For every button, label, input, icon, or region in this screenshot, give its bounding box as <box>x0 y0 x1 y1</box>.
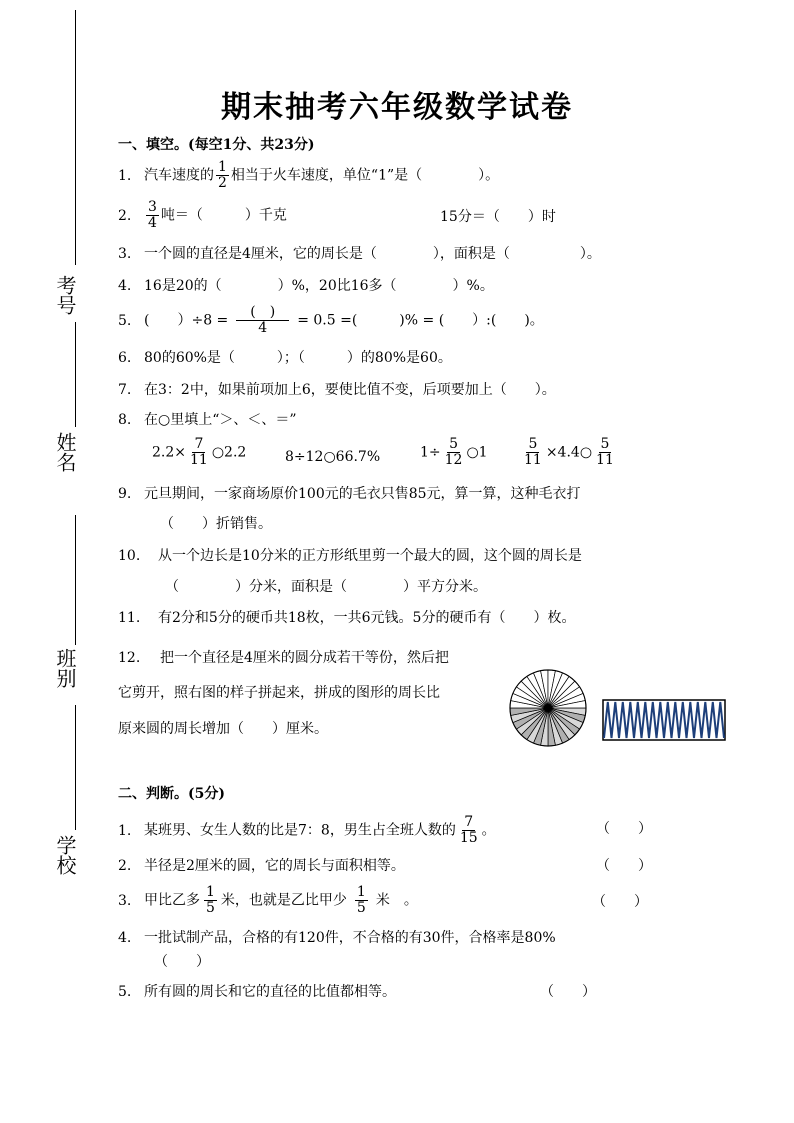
question-2-3 <box>118 885 418 916</box>
section-heading-judge: 二、判断。(5分) <box>118 786 225 802</box>
question-number: 4. <box>118 278 132 294</box>
question-1-6 <box>118 349 452 367</box>
numerator: 5 <box>528 436 538 452</box>
fraction <box>146 200 159 231</box>
question-text: = 0.5 =( )% = ( ）:( )。 <box>297 312 544 329</box>
question-1-11 <box>118 609 575 627</box>
rearranged-strip-figure <box>602 699 726 741</box>
question-1-10 <box>118 547 582 565</box>
question-1-7 <box>118 381 556 399</box>
question-text: 汽车速度的 <box>144 167 214 184</box>
numerator: ( ) <box>236 305 289 321</box>
numerator: 5 <box>600 436 610 452</box>
expr-text: ○1 <box>466 444 488 461</box>
question-1-4 <box>118 277 494 295</box>
numerator: 1 <box>218 159 227 175</box>
question-2-4 <box>118 929 556 947</box>
question-number: 10. <box>118 548 141 564</box>
margin-line <box>75 705 76 830</box>
question-number: 11. <box>118 610 141 626</box>
denominator: 5 <box>356 900 366 916</box>
fraction <box>594 437 616 468</box>
question-number: 5. <box>118 312 132 329</box>
margin-label-school: 学校 <box>53 835 77 875</box>
question-text: ( ）÷8 = <box>144 312 229 329</box>
question-1-12-line2: 它剪开，照右图的样子拼起来，拼成的图形的周长比 <box>118 685 440 701</box>
question-number: 2. <box>118 858 132 874</box>
question-number: 6. <box>118 350 132 366</box>
fraction <box>216 160 229 191</box>
denominator: 12 <box>444 452 463 468</box>
circle-sectors <box>510 670 586 746</box>
denominator: 4 <box>258 320 268 336</box>
compare-expression-3 <box>420 437 488 468</box>
question-2-2 <box>118 857 405 875</box>
numerator: 3 <box>148 199 157 215</box>
question-text: 半径是2厘米的圆，它的周长与面积相等。 <box>144 858 405 874</box>
expr-text: ○2.2 <box>211 444 247 461</box>
question-1-2b: 15分＝（ ）时 <box>440 209 556 225</box>
fraction <box>522 437 544 468</box>
question-number: 1. <box>118 822 132 839</box>
question-text: 相当于火车速度，单位“1”是（ ）。 <box>230 167 500 184</box>
margin-line <box>75 10 76 265</box>
question-text: 从一个边长是10分米的正方形纸里剪一个最大的圆，这个圆的周长是 <box>158 548 582 564</box>
question-number: 9. <box>118 486 132 502</box>
denominator: 15 <box>459 830 478 846</box>
answer-paren: （ ） <box>596 858 652 874</box>
answer-paren: （ ） <box>540 984 596 1000</box>
question-number: 4. <box>118 930 132 946</box>
question-text: 把一个直径是4厘米的圆分成若干等份，然后把 <box>160 650 449 666</box>
question-text: 在3：2中，如果前项加上6，要使比值不变，后项要加上（ ）。 <box>144 382 556 398</box>
numerator: 7 <box>464 814 474 830</box>
denominator: 2 <box>218 175 227 191</box>
question-text: 某班男、女生人数的比是7：8，男生占全班人数的 <box>144 822 456 839</box>
question-2-5 <box>118 983 396 1001</box>
expr-text: ×4.4○ <box>545 444 593 461</box>
question-text: 一批试制产品，合格的有120件，不合格的有30件，合格率是80% <box>144 930 556 946</box>
question-text: 米 。 <box>375 892 418 909</box>
question-number: 12. <box>118 650 141 666</box>
margin-label-class: 班别 <box>53 648 77 688</box>
margin-line <box>75 322 76 427</box>
question-number: 1. <box>118 167 132 184</box>
fraction <box>204 885 217 916</box>
question-1-9 <box>118 485 581 503</box>
question-text: 在○里填上“＞、＜、＝” <box>144 412 297 428</box>
question-text: 有2分和5分的硬币共18枚，一共6元钱。5分的硬币有（ ）枚。 <box>158 610 576 626</box>
page-title: 期末抽考六年级数学试卷 <box>221 90 573 125</box>
margin-label-exam-no: 考号 <box>53 275 77 315</box>
answer-paren: （ ） <box>596 821 652 837</box>
numerator: 1 <box>356 884 366 900</box>
question-number: 3. <box>118 246 132 262</box>
answer-paren: （ ） <box>592 894 648 910</box>
question-text: 80的60%是（ ）；（ ）的80%是60。 <box>144 350 452 366</box>
margin-label-name: 姓名 <box>53 432 77 472</box>
question-text: 元旦期间，一家商场原价100元的毛衣只售85元，算一算，这种毛衣打 <box>144 486 581 502</box>
question-text: 。 <box>481 822 496 839</box>
question-number: 8. <box>118 412 132 428</box>
fraction <box>443 437 465 468</box>
question-2-4-line2: （ ） <box>154 954 210 970</box>
question-1-8 <box>118 411 297 429</box>
question-number: 2. <box>118 207 132 224</box>
question-number: 3. <box>118 892 132 909</box>
question-1-12-line3: 原来圆的周长增加（ ）厘米。 <box>118 721 328 737</box>
compare-expression-4 <box>520 437 618 468</box>
numerator: 5 <box>449 436 459 452</box>
compare-expression-2: 8÷12○66.7% <box>285 449 381 465</box>
question-1-10-line2: （ ）分米，面积是（ ）平方分米。 <box>165 579 487 595</box>
question-1-5 <box>118 305 544 336</box>
denominator: 11 <box>524 452 542 468</box>
question-1-3 <box>118 245 601 263</box>
denominator: 11 <box>190 452 208 468</box>
question-1-12 <box>118 649 449 667</box>
denominator: 11 <box>596 452 614 468</box>
question-text: 甲比乙多 <box>144 892 200 909</box>
denominator: 4 <box>148 215 157 231</box>
question-text: 一个圆的直径是4厘米，它的周长是（ ），面积是（ ）。 <box>144 246 601 262</box>
question-1-1 <box>118 160 499 191</box>
fraction <box>188 437 210 468</box>
question-2-1 <box>118 815 496 846</box>
question-1-9-line2: （ ）折销售。 <box>160 516 272 532</box>
question-number: 5. <box>118 984 132 1000</box>
question-number: 7. <box>118 382 132 398</box>
numerator: 7 <box>194 436 204 452</box>
expr-text: 2.2× <box>152 444 186 461</box>
fraction <box>355 885 368 916</box>
fraction <box>458 815 480 846</box>
compare-expression-1 <box>152 437 246 468</box>
numerator: 1 <box>206 884 215 900</box>
question-text: 米，也就是乙比甲少 <box>220 892 347 909</box>
fraction <box>236 305 289 336</box>
question-text: 16是20的（ ）%，20比16多（ ）%。 <box>144 278 494 294</box>
expr-text: 1÷ <box>420 444 441 461</box>
question-text: 吨＝（ ）千克 <box>160 207 287 224</box>
denominator: 5 <box>206 900 215 916</box>
question-text: 所有圆的周长和它的直径的比值都相等。 <box>144 984 396 1000</box>
circle-sectors-figure <box>508 668 588 748</box>
section-heading-fill: 一、填空。(每空1分、共23分) <box>118 137 315 153</box>
margin-line <box>75 515 76 645</box>
question-1-2 <box>118 200 287 231</box>
